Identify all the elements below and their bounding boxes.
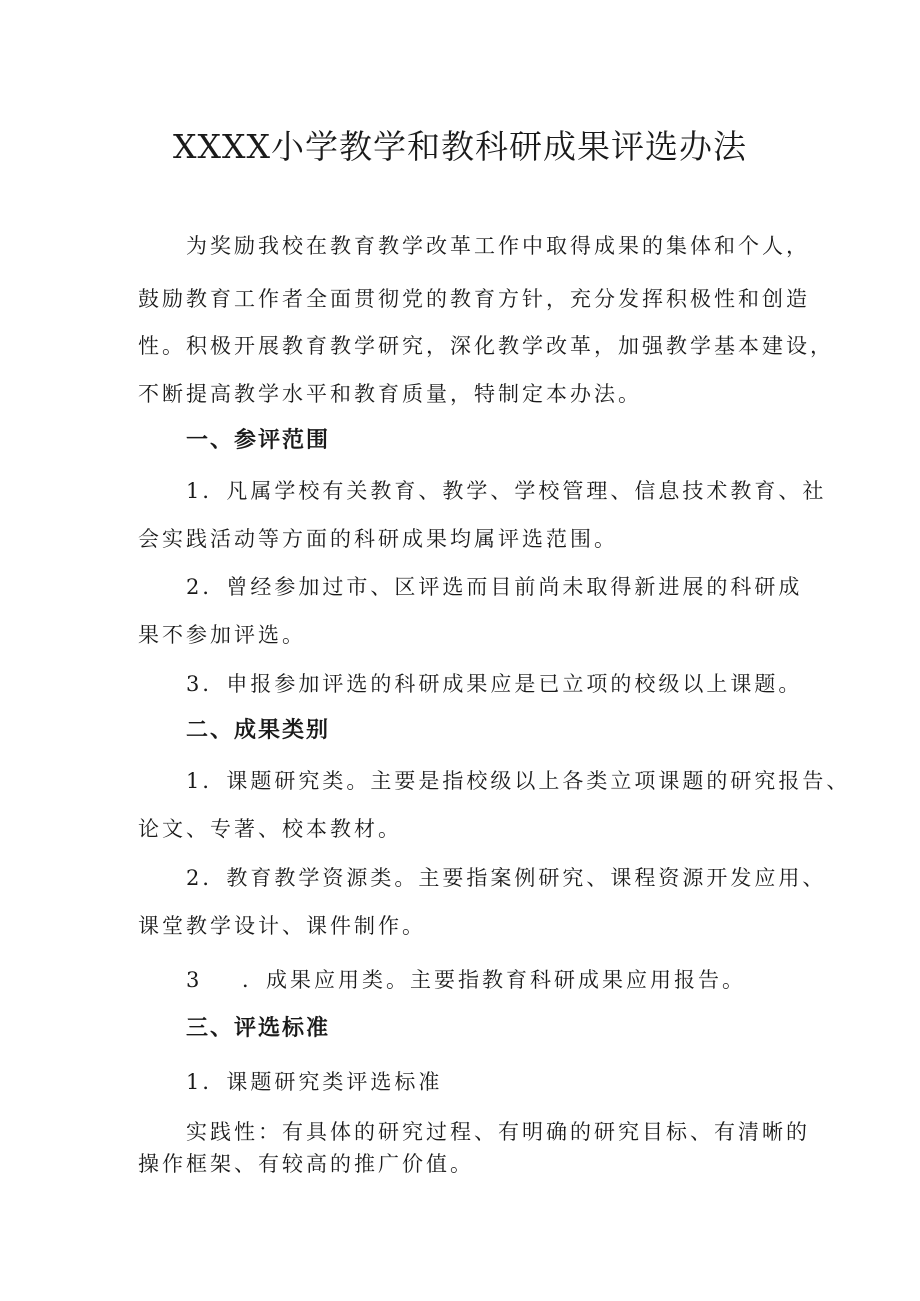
section-2-heading: 二、成果类别: [186, 718, 331, 743]
intro-line-2: 鼓励教育工作者全面贯彻党的教育方针，充分发挥积极性和创造: [138, 287, 810, 311]
document-title: XXXX小学教学和教科研成果评选办法: [173, 127, 747, 166]
section-1-item-1-line-1: 1．凡属学校有关教育、教学、学校管理、信息技术教育、社: [186, 479, 827, 503]
section-2-item-2-line-1: 2．教育教学资源类。主要指案例研究、课程资源开发应用、: [186, 866, 827, 890]
section-2-item-3-text: ．成果应用类。主要指教育科研成果应用报告。: [242, 968, 746, 992]
intro-line-4: 不断提高教学水平和教育质量，特制定本办法。: [138, 382, 642, 406]
section-3-practice-line-2: 操作框架、有较高的推广价值。: [138, 1152, 474, 1176]
section-2-item-2-line-2: 课堂教学设计、课件制作。: [138, 914, 426, 938]
section-2-item-3-number: 3: [186, 968, 203, 992]
section-1-item-1-line-2: 会实践活动等方面的科研成果均属评选范围。: [138, 527, 618, 551]
section-2-item-1-line-1: 1．课题研究类。主要是指校级以上各类立项课题的研究报告、: [186, 769, 851, 793]
section-1-heading: 一、参评范围: [186, 428, 331, 453]
section-3-practice-line-1: 实践性：有具体的研究过程、有明确的研究目标、有清晰的: [186, 1120, 810, 1144]
section-2-item-1-line-2: 论文、专著、校本教材。: [138, 817, 402, 841]
section-1-item-2-line-2: 果不参加评选。: [138, 623, 306, 647]
intro-line-1: 为奖励我校在教育教学改革工作中取得成果的集体和个人，: [186, 234, 810, 258]
section-3-sub-1: 1．课题研究类评选标准: [186, 1070, 443, 1094]
section-3-heading: 三、评选标准: [186, 1016, 331, 1041]
section-1-item-3-line-1: 3．申报参加评选的科研成果应是已立项的校级以上课题。: [186, 672, 803, 696]
intro-line-3: 性。积极开展教育教学研究，深化教学改革，加强教学基本建设，: [138, 334, 834, 358]
section-1-item-2-line-1: 2．曾经参加过市、区评选而目前尚未取得新进展的科研成: [186, 575, 803, 599]
